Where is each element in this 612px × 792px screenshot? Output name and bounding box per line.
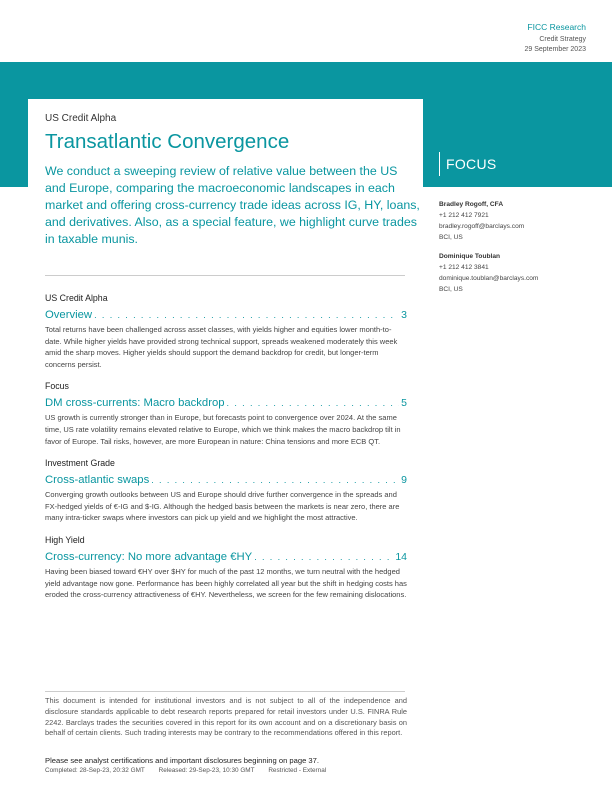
toc-entry-link[interactable]: [45, 549, 407, 565]
toc-leader-dots: [94, 307, 399, 323]
author-name: Bradley Rogoff, CFA: [439, 201, 504, 208]
disclaimer-text: This document is intended for institutional investors and is not subject to all of the independence and disclosure standards applicable to debt research reports prepared for retail investors under U.S. FINRA Rule 2242. Barclays trades the securities covered in this report for its own account and on a discretionary basis on behalf of certain clients. Such trading interests may be contrary to the recommendations offered in this report.: [45, 696, 407, 738]
author-block: [439, 200, 599, 243]
toc-section-summary: Total returns have been challenged across asset classes, with yields higher and equities lower month-to-date. While higher yields have provided strong technical support, spreads weakened moderately this week amid the sharp moves. Higher yields should support the demand backdrop for credit, but longer-term concerns persist.: [45, 325, 398, 369]
toc-section-category: US Credit Alpha: [45, 293, 108, 303]
classification-label: Restricted - External: [268, 767, 327, 774]
report-date: 29 September 2023: [524, 46, 586, 53]
toc-section: [45, 380, 407, 447]
toc-page-number[interactable]: 14: [395, 550, 407, 563]
toc-leader-dots: [227, 395, 400, 411]
toc-entry-title[interactable]: Cross-atlantic swaps: [45, 474, 150, 487]
released-timestamp: Released: 29-Sep-23, 10:30 GMT: [158, 767, 255, 774]
toc-section-category: Focus: [45, 381, 69, 392]
toc-section-category: High Yield: [45, 534, 85, 545]
toc-entry-title[interactable]: Cross-currency: No more advantage €HY: [45, 550, 253, 563]
toc-section-summary: Converging growth outlooks between US and Europe should drive further convergence in the spreads and FX-hedged yields of €-IG and $-IG. Although the hedged basis between the markets is near zero, there are many intra-ticker swaps where investors can pick up yield and we highlight the most attractive.: [45, 490, 400, 523]
author-email-link[interactable]: dominique.toublan@barclays.com: [439, 275, 539, 283]
report-summary: We conduct a sweeping review of relative value between the US and Europe, comparing the macroeconomic landscapes in each market and offering cross-currency trade ideas across IG, HY, loans, and derivatives. Also, as a special feature, we highlight curve trades in taxable munis.: [45, 164, 420, 246]
toc-entry-title[interactable]: DM cross-currents: Macro backdrop: [45, 397, 225, 410]
toc-page-number[interactable]: 9: [401, 474, 407, 487]
toc-section-summary: Having been biased toward €HY over $HY for much of the past 12 months, we turn neutral with the hedged yield advantage now gone. Performance has been highly correlated all year but the shift in hedging costs has eroded the cross-currency attractiveness of €HY. Nevertheless, we screen for the few remaining dislocations.: [45, 566, 407, 600]
toc-section-category: Investment Grade: [45, 458, 115, 469]
author-phone: +1 212 412 7921: [439, 212, 489, 219]
series-label: US Credit Alpha: [45, 113, 117, 124]
toc-section: [45, 457, 407, 524]
analyst-certification-note: Please see analyst certifications and important disclosures beginning on page 37.: [45, 756, 319, 765]
page-title: Transatlantic Convergence: [45, 130, 290, 153]
toc-page-number[interactable]: 5: [401, 397, 407, 410]
toc-section: [45, 292, 407, 370]
author-name: Dominique Toublan: [439, 253, 501, 261]
title-divider: [45, 275, 405, 276]
department-label: FICC Research: [527, 22, 586, 32]
toc-page-number[interactable]: 3: [401, 309, 407, 321]
publication-stamps: [45, 767, 338, 774]
toc-section: [45, 534, 407, 601]
author-email-link[interactable]: bradley.rogoff@barclays.com: [439, 222, 525, 230]
author-block: [439, 252, 599, 295]
toc-leader-dots: [254, 549, 393, 565]
report-header: [525, 22, 587, 56]
toc-leader-dots: [151, 472, 399, 488]
toc-entry-link[interactable]: [45, 307, 407, 323]
author-entity: BCI, US: [439, 233, 463, 241]
toc-entry-title[interactable]: Overview: [45, 309, 93, 321]
disclaimer-divider: [45, 691, 405, 692]
completed-timestamp: Completed: 28-Sep-23, 20:32 GMT: [45, 767, 145, 774]
table-of-contents: [45, 292, 407, 611]
toc-entry-link[interactable]: [45, 395, 407, 411]
toc-section-summary: US growth is currently stronger than in Europe, but forecasts point to convergence over 2024. At the same time, US rate volatility remains elevated relative to Europe, which we think makes the macro backdrop tilt in favor of Europe. Tail risks, however, are more European in nature: China tensions and more ECB QT.: [45, 413, 401, 446]
author-list: [439, 200, 599, 305]
author-phone: +1 212 412 3841: [439, 264, 489, 272]
author-entity: BCI, US: [439, 285, 463, 293]
focus-label: FOCUS: [439, 152, 497, 176]
toc-entry-link[interactable]: [45, 472, 407, 488]
subdepartment-label: Credit Strategy: [539, 35, 586, 43]
